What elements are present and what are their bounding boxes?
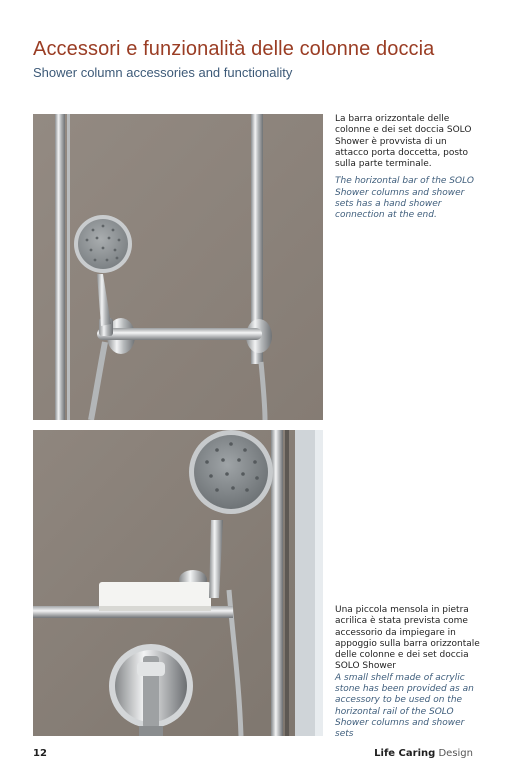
description-shelf (335, 605, 483, 741)
description-italian: La barra orizzontale delle colonne e dei set doccia SOLO Shower è provvista di un attacco porta doccetta, posto sulla parte terminale. (335, 114, 472, 170)
page-subtitle: Shower column accessories and functionality (33, 65, 293, 80)
page-number: 12 (33, 748, 47, 759)
photo-hand-shower-bar (33, 114, 323, 420)
photo-shelf-accessory (33, 430, 323, 736)
brand-suffix: Design (438, 748, 473, 759)
page-title: Accessori e funzionalità delle colonne doccia (33, 38, 435, 60)
brand-name: Life Caring (374, 748, 436, 759)
description-english: A small shelf made of acrylic stone has been provided as an accessory to be used on the horizontal rail of the SOLO Shower columns and shower sets (335, 672, 474, 740)
description-english: The horizontal bar of the SOLO Shower columns and shower sets has a hand shower connection at the end. (335, 176, 474, 221)
description-hand-shower (335, 114, 483, 222)
description-italian: Una piccola mensola in pietra acrilica è stata prevista come accessorio da impiegare in appoggio sulla barra orizzontale delle colonne e dei set doccia SOLO Shower (335, 605, 480, 672)
brand-footer (374, 748, 473, 759)
